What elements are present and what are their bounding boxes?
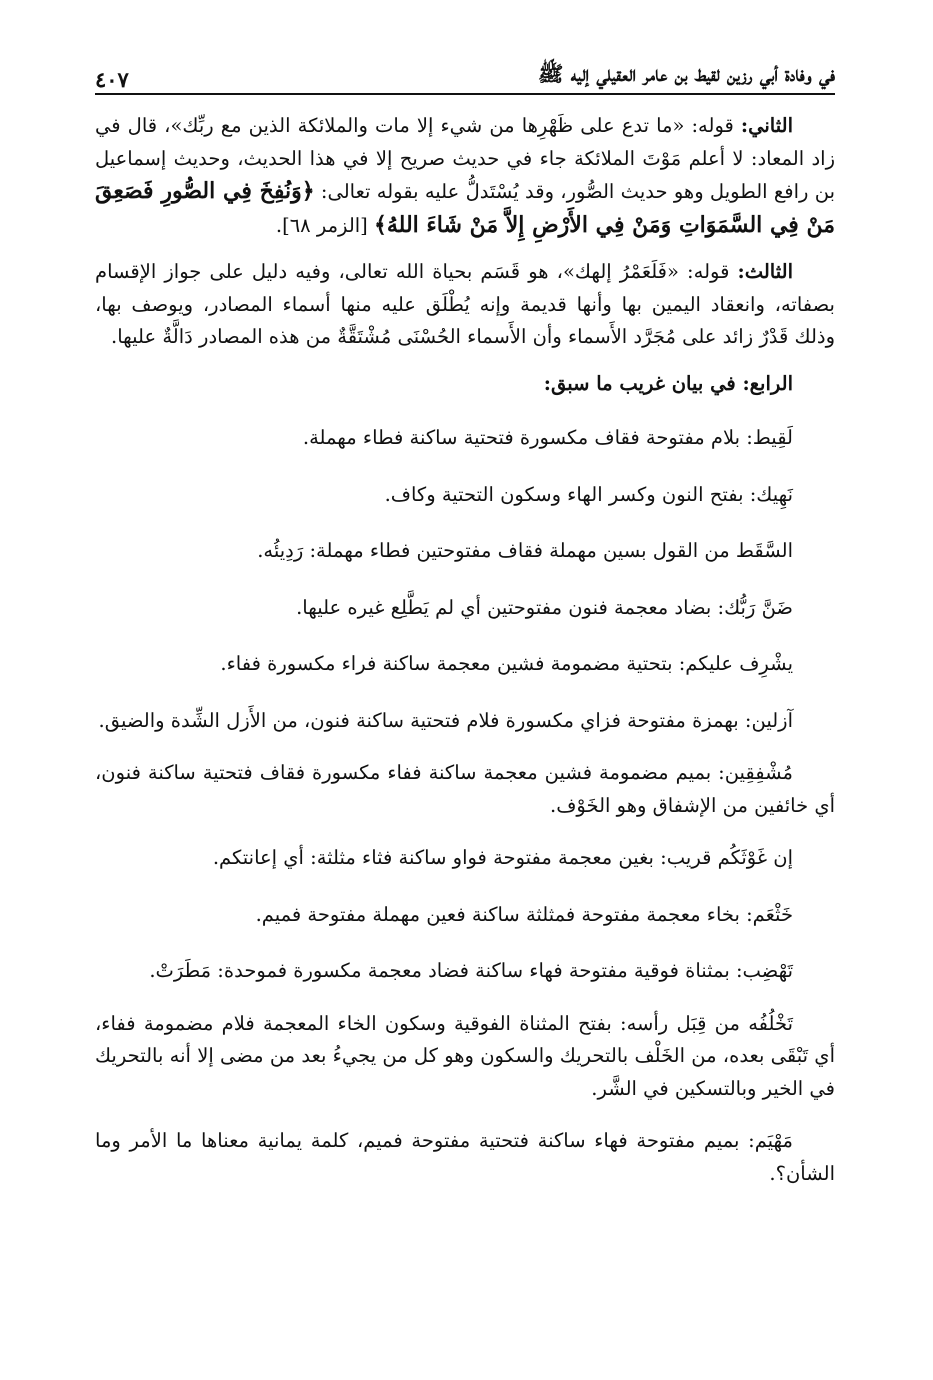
- paragraph-second: [95, 110, 835, 242]
- third-heading: الثالث:: [737, 260, 793, 283]
- glossary-item: تَخْلُفُه من قِبَل رأسه: بفتح المثناة الفوقية وسكون الخاء المعجمة فلام مضمومة ففاء، أي تَبْقَى بعده، من الخَلْف بالتحريك والسكون وهو كل من يجيءُ بعد من مضى إلا أنه بالتحريك في الخير وبالتسكين في الشَّر.: [95, 1011, 835, 1100]
- glossary-item: نَهِيك: بفتح النون وكسر الهاء وسكون التحتية وكاف.: [384, 482, 793, 506]
- glossary-item: مَهْيَم: بميم مفتوحة فهاء ساكنة فتحتية مفتوحة فميم، كلمة يمانية معناها ما الأمر وما الشأن؟.: [95, 1129, 835, 1185]
- paragraph-third: [95, 256, 835, 354]
- verse-reference: [الزمر ٦٨].: [275, 213, 374, 237]
- header-rule: [95, 93, 835, 95]
- glossary-item: خَثْعَم: بخاء معجمة مفتوحة فمثلثة ساكنة فعين مهملة مفتوحة فميم.: [255, 902, 793, 926]
- running-header: [95, 50, 835, 92]
- glossary-item: ضَنَّ رَبُّك: بضاد معجمة فنون مفتوحتين أي لم يَطَّلِع غيره عليها.: [296, 595, 793, 619]
- fourth-heading: الرابع: في بيان غريب ما سبق:: [543, 371, 793, 395]
- page-body: [95, 110, 835, 1204]
- glossary-item: آزلين: بهمزة مفتوحة فزاي مكسورة فلام فتحتية ساكنة فنون، من الأَزل الشِّدة والضيق.: [98, 708, 793, 732]
- second-text: قوله: «ما تدع على ظَهْرِها من شيء إلا مات والملائكة الذين مع ربِّك»، قال في زاد المعاد: لا أعلم مَوْتَ الملائكة جاء في حديث صريح إلا في هذا الحديث، وحديث إسماعيل بن رافع الطويل وهو حديث الصُّور، وقد يُسْتَدلُّ عليه بقوله تعالى:: [95, 114, 835, 203]
- glossary-item: تَهْضِب: بمثناة فوقية مفتوحة فهاء ساكنة فضاد معجمة مكسورة فموحدة: مَطَرَتْ.: [149, 959, 793, 982]
- third-text: قوله: «فَلَعَمْرُ إلهك»، هو قَسَم بحياة الله تعالى، وفيه دليل على جواز الإقسام بصفاته، وانعقاد اليمين بها وأنها قديمة وإنه يُطْلَق عليه منها أسماء المصادر، ويوصف بها، وذلك قَدْرٌ زائد على مُجَرَّد الأَسماء وأن الأَسماء الحُسْنَى مُشْتَقَّةٌ من هذه المصادر دَالَّةٌ عليها.: [95, 260, 835, 348]
- glossary-item: السَّقَط من القول بسين مهملة فقاف مفتوحتين فطاء مهملة: رَدِيئُه.: [257, 539, 793, 562]
- glossary-item: إن غَوْثَكُم قريب: بغين معجمة مفتوحة فواو ساكنة فثاء مثلثة: أي إعانتكم.: [212, 846, 793, 869]
- running-title: في وفادة أبي رزين لقيط بن عامر العقيلي إليه ﷺ: [538, 61, 835, 86]
- glossary-item: لَقِيط: بلام مفتوحة فقاف مكسورة فتحتية ساكنة فطاء مهملة.: [302, 426, 793, 449]
- quran-verse: ﴿وَنُفِخَ فِي الصُّورِ فَصَعِقَ مَنْ فِي السَّمَوَاتِ وَمَنْ فِي الأَرْضِ إِلاَّ مَنْ شَاءَ اللهُ﴾: [95, 178, 835, 238]
- glossary-item: مُشْفِقِين: بميم مضمومة فشين معجمة ساكنة ففاء مكسورة فقاف فتحتية ساكنة فنون، أي خائفين من الإشفاق وهو الخَوْف.: [95, 761, 835, 817]
- second-heading: الثاني:: [740, 114, 793, 137]
- page-number: ٤٠٧: [95, 67, 129, 92]
- glossary-item: يشْرِف عليكم: بتحتية مضمومة فشين معجمة ساكنة فراء مكسورة ففاء.: [220, 652, 793, 675]
